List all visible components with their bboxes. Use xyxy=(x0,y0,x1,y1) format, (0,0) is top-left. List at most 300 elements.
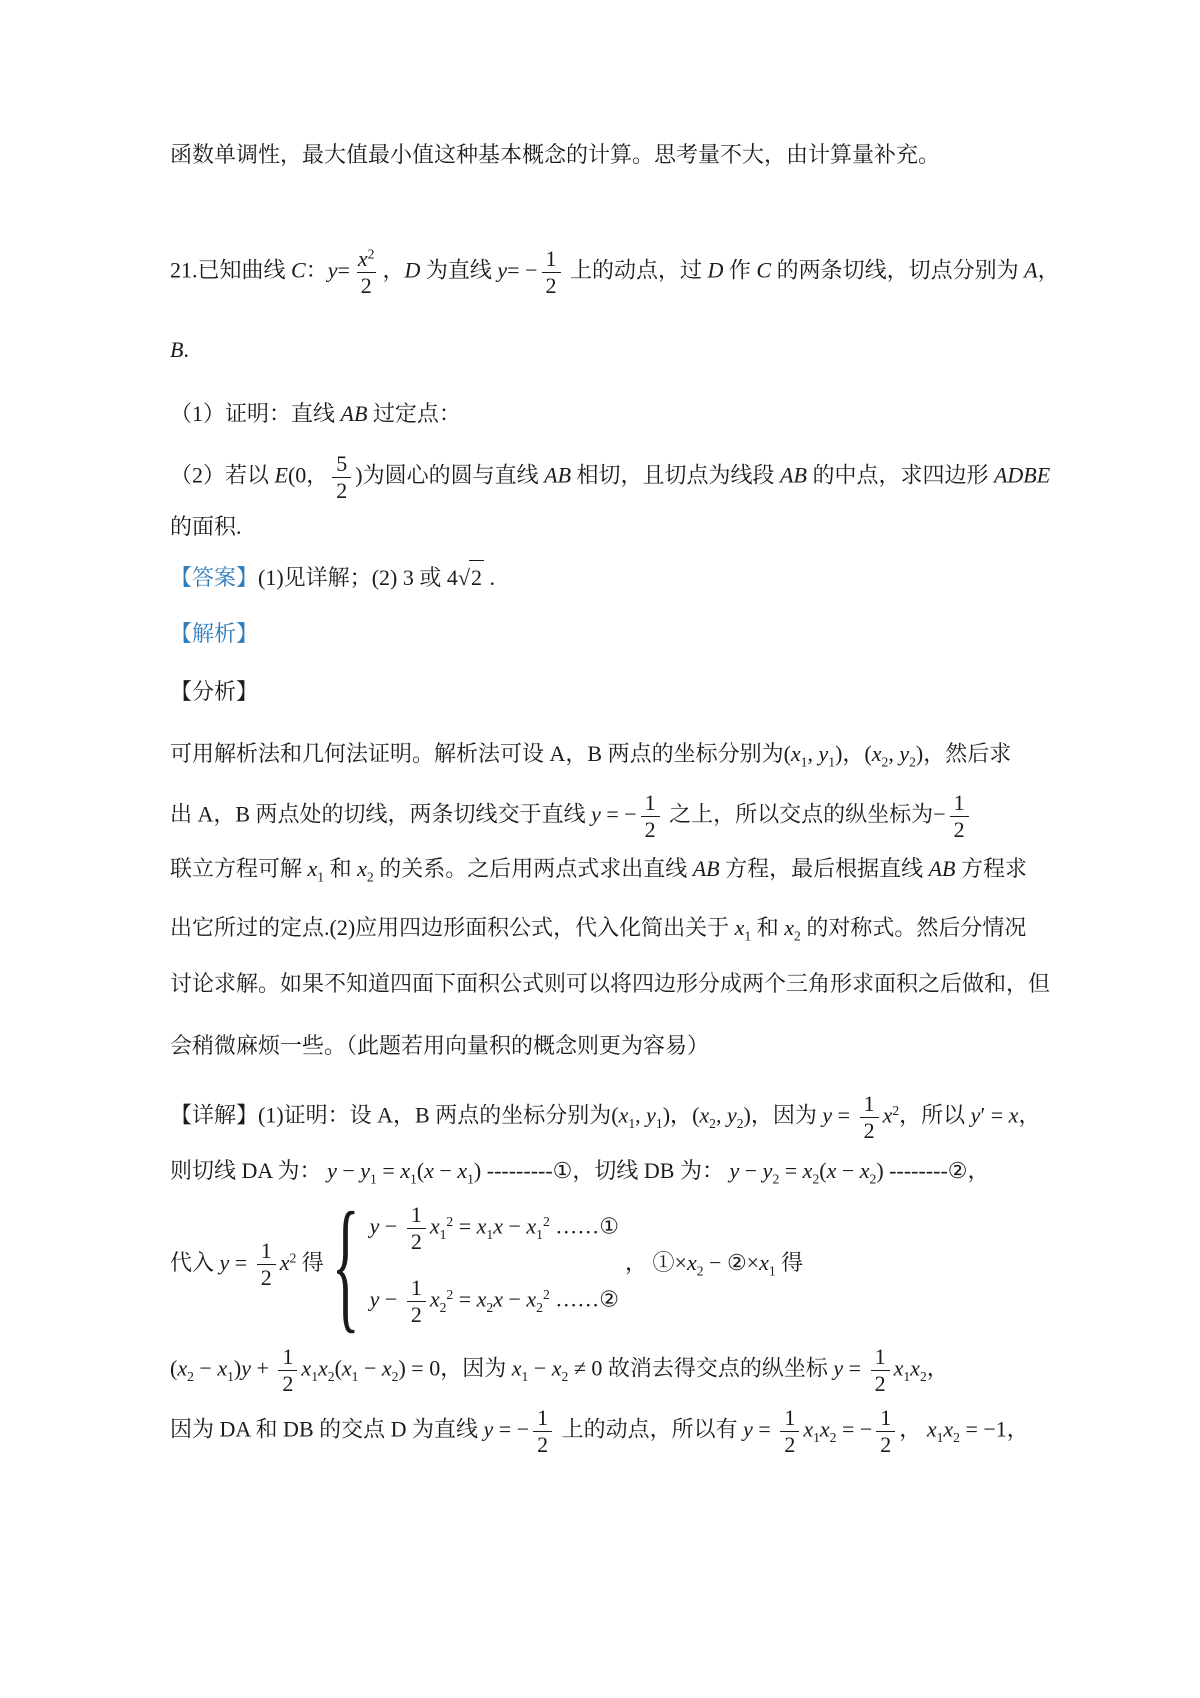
math-run: 1 xyxy=(545,246,557,272)
subscript: 1 xyxy=(439,1226,447,1242)
math-run: ≠ 0 xyxy=(568,1355,608,1381)
fraction-numerator xyxy=(860,1091,879,1117)
math-run: − xyxy=(502,1286,527,1312)
subscript: 2 xyxy=(439,1299,447,1315)
text-run: 可用解析法和几何法证明。解析法可设 A，B 两点的坐标分别为 xyxy=(170,741,784,767)
math-run: ( xyxy=(692,1102,700,1128)
math-run: . xyxy=(483,565,495,591)
para-analysis-4 xyxy=(170,911,1034,945)
math-run: x xyxy=(759,1249,769,1275)
equation-row xyxy=(370,1275,619,1328)
superscript: 2 xyxy=(446,1213,454,1229)
math-run: y xyxy=(219,1249,230,1275)
math-run: x xyxy=(618,1102,629,1128)
para-q2 xyxy=(170,451,1051,504)
math-run: − xyxy=(739,1157,763,1183)
math-run: ADBE xyxy=(993,462,1051,488)
math-run: C xyxy=(756,257,772,283)
math-run: --------② xyxy=(883,1157,968,1183)
text-run: 方程，最后根据直线 xyxy=(719,856,929,882)
math-run: 2 xyxy=(537,1431,549,1457)
text-run: （1）证明：直线 xyxy=(170,401,341,427)
math-run: x xyxy=(301,1355,312,1381)
math-run: − xyxy=(358,1355,382,1381)
text-run: 的对称式。然后分情况 xyxy=(800,914,1027,940)
subscript: 1 xyxy=(521,1368,529,1384)
subscript: 2 xyxy=(736,1115,744,1131)
subscript: 1 xyxy=(936,1429,944,1445)
math-run: y xyxy=(646,1102,656,1128)
para-problem xyxy=(170,246,1060,299)
subscript: 2 xyxy=(696,1263,704,1279)
fraction-denominator xyxy=(876,1431,895,1458)
math-run: = xyxy=(337,257,350,283)
text-run: ， xyxy=(842,741,865,767)
text-run: ，所以 xyxy=(899,1102,971,1128)
para-analysis-1 xyxy=(170,737,1034,771)
fraction-denominator xyxy=(407,1301,426,1328)
text-run: 为圆心的圆与直线 xyxy=(362,462,545,488)
math-run: x xyxy=(318,1355,328,1381)
math-run: 2 xyxy=(260,1265,272,1291)
math-run: 1 xyxy=(880,1404,892,1430)
math-run: x xyxy=(457,1157,468,1183)
math-run: ( xyxy=(819,1157,827,1183)
fraction-denominator xyxy=(860,1117,879,1144)
equation-system xyxy=(330,1180,620,1347)
math-run: = − xyxy=(493,1416,530,1442)
fraction-denominator xyxy=(542,272,561,299)
fraction-numerator xyxy=(542,246,561,272)
math-run: x xyxy=(926,1416,937,1442)
math-run: x xyxy=(177,1355,188,1381)
math-run: − xyxy=(379,1286,403,1312)
text-run: 故消去得交点的纵坐标 xyxy=(607,1355,834,1381)
subscript: 1 xyxy=(768,1263,776,1279)
superscript: 2 xyxy=(892,1102,900,1118)
fraction-numerator xyxy=(407,1275,426,1301)
math-run: x xyxy=(1008,1102,1019,1128)
radicand xyxy=(469,560,484,595)
math-run: ′ = xyxy=(980,1102,1009,1128)
math-run: 2 xyxy=(360,273,372,299)
fraction-denominator xyxy=(332,477,351,504)
math-run: x xyxy=(424,1157,434,1183)
math-run: = xyxy=(453,1286,477,1312)
math-run: x xyxy=(551,1355,562,1381)
fraction-denominator xyxy=(278,1370,297,1397)
math-run: − xyxy=(836,1157,860,1183)
math-run: y xyxy=(729,1157,740,1183)
math-run: − xyxy=(528,1355,552,1381)
para-answer xyxy=(170,560,1034,595)
document-body xyxy=(170,138,1060,1457)
math-run: 2 xyxy=(863,1117,875,1143)
math-run: y xyxy=(241,1355,251,1381)
subscript: 2 xyxy=(486,1299,494,1315)
text-run: ，然后求 xyxy=(923,741,1012,767)
math-run: x xyxy=(526,1286,537,1312)
math-run: x xyxy=(803,1416,814,1442)
math-run: AB xyxy=(340,401,368,427)
fraction xyxy=(641,790,660,843)
fraction xyxy=(407,1202,426,1255)
math-run: y xyxy=(483,1416,494,1442)
subscript: 1 xyxy=(744,928,752,944)
math-run: x xyxy=(686,1249,697,1275)
math-run: y xyxy=(360,1157,371,1183)
para-detail-2 xyxy=(170,1154,1034,1188)
text-run: 上的动点，过 xyxy=(564,257,708,283)
text-run: 因为 DA 和 DB 的交点 D 为直线 xyxy=(170,1416,484,1442)
para-area xyxy=(170,510,1034,544)
math-run: x xyxy=(943,1416,954,1442)
text-run: ， xyxy=(967,1157,990,1183)
subscript: 1 xyxy=(311,1368,318,1384)
fraction xyxy=(533,1405,552,1458)
fraction-numerator xyxy=(950,790,969,816)
math-run: 2 xyxy=(410,1301,422,1327)
math-run: 1 xyxy=(260,1238,272,1264)
text-run: 函数单调性，最大值最小值这种基本概念的计算。思考量不大，由计算量补充。 xyxy=(170,142,941,167)
math-run: x xyxy=(910,1355,920,1381)
brace-icon: { xyxy=(331,1180,360,1347)
math-run: 2 xyxy=(336,478,348,504)
text-run: 的面积. xyxy=(170,514,242,540)
math-run: − xyxy=(379,1213,403,1239)
text-run: 的两条切线，切点分别为 xyxy=(771,257,1025,283)
subscript: 1 xyxy=(828,754,836,770)
math-run: ( xyxy=(864,741,872,767)
text-run: ， xyxy=(1018,1102,1041,1128)
text-run: 讨论求解。如果不知道四面下面积公式则可以将四边形分成两个三角形求面积之后做和，但 xyxy=(170,970,1051,996)
math-run: , xyxy=(807,741,819,767)
subscript: 1 xyxy=(317,869,325,885)
math-run: E xyxy=(274,462,288,488)
text-run: 方程求 xyxy=(955,856,1028,882)
para-fenxi xyxy=(170,675,1034,709)
fraction-numerator xyxy=(332,451,351,477)
math-run: x xyxy=(357,856,367,882)
fraction-denominator xyxy=(533,1431,552,1458)
math-run: x xyxy=(790,741,801,767)
para-jiexi xyxy=(170,617,1034,651)
text-run: 和 xyxy=(324,856,358,882)
math-run: y xyxy=(762,1157,773,1183)
math-run: x xyxy=(859,1157,870,1183)
math-run: AB xyxy=(544,462,572,488)
math-run: y xyxy=(369,1286,380,1312)
math-run: y xyxy=(833,1355,844,1381)
math-run: , xyxy=(715,1102,727,1128)
fraction xyxy=(278,1344,297,1397)
subscript: 2 xyxy=(794,928,801,944)
text-run: 见详解； xyxy=(283,565,372,591)
math-run: x xyxy=(381,1355,392,1381)
math-run: = − xyxy=(600,801,637,827)
math-run: x xyxy=(526,1213,537,1239)
math-run: 2 xyxy=(874,1370,886,1396)
math-run: x xyxy=(493,1286,503,1312)
fraction xyxy=(332,451,351,504)
fraction-numerator xyxy=(871,1344,890,1370)
text-run: 上的动点，所以有 xyxy=(556,1416,744,1442)
text-run: 之上，所以交点的纵坐标为 xyxy=(663,801,934,827)
text-run: 得 xyxy=(296,1249,324,1275)
math-run: = − xyxy=(507,257,538,283)
math-run: x xyxy=(217,1355,228,1381)
subscript: 1 xyxy=(813,1429,820,1445)
math-run: = xyxy=(779,1157,803,1183)
subscript: 2 xyxy=(709,1115,716,1131)
math-run: 2 xyxy=(953,816,965,842)
superscript: 2 xyxy=(289,1250,297,1266)
subscript: 1 xyxy=(351,1368,359,1384)
text-run: 或 xyxy=(419,565,442,591)
math-run: 2 xyxy=(410,1228,422,1254)
math-run: 2 xyxy=(470,565,482,591)
superscript: 2 xyxy=(542,1286,550,1302)
math-run: 4 xyxy=(441,565,458,591)
para-intro xyxy=(170,138,1034,172)
math-run: y xyxy=(822,1102,833,1128)
math-run: x xyxy=(802,1157,813,1183)
math-run: x xyxy=(826,1157,837,1183)
math-run: x xyxy=(476,1213,487,1239)
para-analysis-3 xyxy=(170,852,1034,886)
math-run: x xyxy=(307,856,318,882)
subscript: 2 xyxy=(829,1429,837,1445)
math-run: (2) 3 xyxy=(371,565,420,591)
fraction-numerator xyxy=(407,1202,426,1228)
math-run: x xyxy=(341,1355,352,1381)
math-run: ( xyxy=(416,1157,425,1183)
math-run: 5 xyxy=(336,451,348,477)
math-run: 1 xyxy=(282,1343,294,1369)
text-run: 【解析】 xyxy=(170,621,259,647)
subscript: 2 xyxy=(187,1368,194,1384)
para-analysis-2 xyxy=(170,790,1034,843)
fraction-numerator xyxy=(354,246,379,272)
math-run: x xyxy=(893,1355,904,1381)
fraction-numerator xyxy=(780,1405,799,1431)
math-run: x xyxy=(493,1213,503,1239)
math-run: y xyxy=(591,801,601,827)
math-run: (0， xyxy=(287,462,329,488)
subscript: 2 xyxy=(561,1368,569,1384)
superscript: 2 xyxy=(367,246,375,262)
text-run: 【答案】 xyxy=(170,565,259,591)
fraction-denominator xyxy=(950,816,969,843)
math-run: (1) xyxy=(258,1102,284,1128)
text-run: 的关系。之后用两点式求出直线 xyxy=(373,856,693,882)
math-run: 1 xyxy=(784,1404,796,1430)
subscript: 2 xyxy=(366,869,374,885)
fraction xyxy=(871,1344,890,1397)
math-run: x xyxy=(734,914,745,940)
math-run: y xyxy=(497,257,508,283)
math-run: ) xyxy=(835,741,843,767)
math-run: ( xyxy=(170,1355,178,1381)
equation-row xyxy=(370,1202,619,1255)
para-analysis-5 xyxy=(170,967,1051,1001)
math-run: ) xyxy=(355,462,363,488)
math-run: ) xyxy=(915,741,924,767)
fraction-denominator xyxy=(257,1264,276,1291)
subscript: 2 xyxy=(327,1368,335,1384)
math-run: y xyxy=(726,1102,737,1128)
math-run: A xyxy=(1024,257,1038,283)
text-run: ，因为 xyxy=(440,1355,512,1381)
math-run: 2 xyxy=(545,273,557,299)
math-run: x xyxy=(357,246,368,272)
para-q1 xyxy=(170,397,1034,431)
subscript: 1 xyxy=(536,1226,543,1242)
fraction-numerator xyxy=(257,1238,276,1264)
math-run: (1) xyxy=(258,565,284,591)
text-run: 证明：设 A，B 两点的坐标分别为 xyxy=(283,1102,612,1128)
text-run: ， xyxy=(899,1416,927,1442)
math-run: ---------① xyxy=(481,1157,573,1183)
text-run: ，因为 xyxy=(750,1102,823,1128)
math-run: 1 xyxy=(863,1090,875,1116)
math-run: y xyxy=(818,741,829,767)
math-run: − xyxy=(933,801,946,827)
math-run: y xyxy=(970,1102,981,1128)
text-run: ， xyxy=(1006,1416,1029,1442)
math-run: = xyxy=(376,1157,401,1183)
math-run: − ②× xyxy=(703,1249,760,1275)
fraction-denominator xyxy=(641,816,660,843)
text-run: 联立方程可解 xyxy=(170,856,308,882)
math-run: x xyxy=(699,1102,710,1128)
text-run: 出 A，B 两点处的切线，两条切线交于直线 xyxy=(170,801,592,827)
text-run: 21.已知曲线 xyxy=(170,257,292,283)
text-run: ： xyxy=(305,257,328,283)
subscript: 2 xyxy=(391,1368,399,1384)
para-analysis-6 xyxy=(170,1029,1034,1063)
fraction-denominator xyxy=(780,1431,799,1458)
math-run: y xyxy=(327,1157,337,1183)
math-run: ( xyxy=(783,741,791,767)
para-detail-1 xyxy=(170,1090,1041,1144)
math-run: − xyxy=(502,1213,527,1239)
text-run: 过定点： xyxy=(367,401,461,427)
subscript: 2 xyxy=(772,1171,780,1187)
fraction xyxy=(950,790,969,843)
math-run: x xyxy=(476,1286,487,1312)
fraction-denominator xyxy=(871,1370,890,1397)
text-run: ， xyxy=(1037,257,1060,283)
equation-rows xyxy=(370,1202,619,1328)
math-run: ) xyxy=(662,1102,671,1128)
fraction xyxy=(876,1405,895,1458)
math-run: ) xyxy=(876,1157,884,1183)
math-run: ) xyxy=(233,1355,242,1381)
subscript: 2 xyxy=(881,754,889,770)
text-run: 则切线 DA 为： xyxy=(170,1157,328,1183)
math-run: y xyxy=(743,1416,753,1442)
math-run: + xyxy=(251,1355,275,1381)
math-run: 2 xyxy=(282,1370,294,1396)
math-run: − xyxy=(336,1157,361,1183)
math-run: y xyxy=(899,741,910,767)
text-run: ， xyxy=(382,257,405,283)
math-run: 1 xyxy=(874,1343,886,1369)
math-run: = − xyxy=(836,1416,873,1442)
math-run: x xyxy=(400,1157,411,1183)
math-run: ( xyxy=(611,1102,619,1128)
math-run: = xyxy=(843,1355,867,1381)
math-run: ……① xyxy=(549,1213,620,1239)
subscript: 2 xyxy=(909,754,916,770)
text-run: 和 xyxy=(751,914,785,940)
math-run: ……② xyxy=(549,1286,620,1312)
math-run: 2 xyxy=(880,1431,892,1457)
superscript: 2 xyxy=(542,1213,550,1229)
math-run: ( xyxy=(334,1355,342,1381)
subscript: 1 xyxy=(628,1115,636,1131)
math-run: 1 xyxy=(410,1201,422,1227)
math-run: = xyxy=(752,1416,777,1442)
math-run: ) xyxy=(743,1102,751,1128)
math-run: = xyxy=(229,1249,253,1275)
math-run: x xyxy=(819,1416,830,1442)
fraction xyxy=(257,1238,276,1291)
subscript: 2 xyxy=(953,1429,960,1445)
fraction-numerator xyxy=(876,1405,895,1431)
subscript: 1 xyxy=(467,1171,474,1187)
text-run: 相切，且切点为线段 xyxy=(571,462,781,488)
subscript: 2 xyxy=(919,1368,927,1384)
subscript: 1 xyxy=(410,1171,417,1187)
text-run: 代入 xyxy=(170,1249,220,1275)
fraction-numerator xyxy=(533,1405,552,1431)
para-last xyxy=(170,1405,1034,1458)
math-run: = xyxy=(453,1213,477,1239)
radical-icon: √ xyxy=(457,565,469,591)
subscript: 2 xyxy=(869,1171,877,1187)
text-run: 为直线 xyxy=(420,257,498,283)
subscript: 1 xyxy=(800,754,808,770)
math-run: 1 xyxy=(410,1274,422,1300)
text-run: 会稍微麻烦一些。（此题若用向量积的概念则更为容易） xyxy=(170,1032,710,1058)
math-run: 1 xyxy=(537,1404,549,1430)
subscript: 2 xyxy=(812,1171,820,1187)
math-run: 2 xyxy=(644,816,656,842)
fraction-denominator xyxy=(357,272,376,299)
math-run: y xyxy=(327,257,338,283)
para-eq xyxy=(170,1344,1034,1397)
math-run: C xyxy=(291,257,306,283)
math-run: , xyxy=(635,1102,647,1128)
math-run: AB xyxy=(928,856,956,882)
text-run: ，切线 DB 为： xyxy=(572,1157,730,1183)
fraction xyxy=(860,1091,879,1144)
math-run: x xyxy=(279,1249,290,1275)
math-run: x xyxy=(429,1286,440,1312)
fraction-numerator xyxy=(641,790,660,816)
text-run: 得 xyxy=(775,1249,804,1275)
math-run: 1 xyxy=(953,789,965,815)
superscript: 2 xyxy=(446,1286,454,1302)
math-run: 1 xyxy=(644,789,656,815)
subscript: 1 xyxy=(903,1368,911,1384)
text-run: 【分析】 xyxy=(170,679,259,705)
text-run: （2）若以 xyxy=(170,462,275,488)
fraction xyxy=(354,246,379,299)
subscript: 1 xyxy=(655,1115,663,1131)
